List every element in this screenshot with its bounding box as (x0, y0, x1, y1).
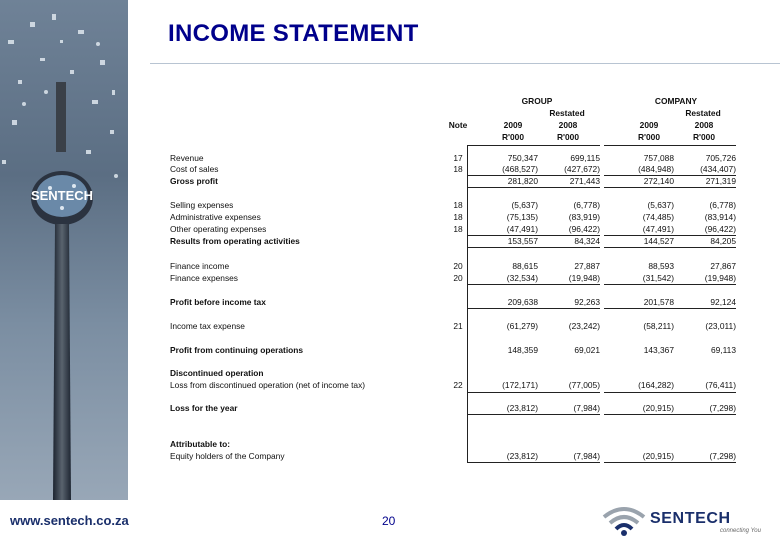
table-rule (604, 284, 674, 285)
table-row (168, 297, 746, 308)
table-rule (468, 145, 538, 146)
page-title: INCOME STATEMENT (168, 20, 419, 47)
page-number: 20 (382, 514, 396, 528)
row-value: 148,359 (507, 345, 538, 355)
row-label: Finance income (170, 261, 230, 271)
table-row (168, 439, 746, 450)
row-value: (427,672) (564, 164, 600, 174)
row-value: (6,778) (709, 200, 736, 210)
row-note: 21 (453, 321, 463, 331)
table-rule (530, 414, 600, 415)
row-value: 209,638 (507, 297, 538, 307)
row-note: 18 (453, 212, 463, 222)
table-rule (530, 235, 600, 236)
row-label: Profit before income tax (170, 297, 266, 307)
table-rule (468, 414, 538, 415)
tower-photo (0, 0, 128, 500)
table-rule (604, 145, 674, 146)
row-value: (468,527) (502, 164, 538, 174)
row-value: (96,422) (704, 224, 736, 234)
table-rule (468, 284, 538, 285)
year-heading: 2009 (503, 120, 523, 130)
row-value: (58,211) (643, 321, 674, 331)
table-row (168, 176, 746, 187)
row-note: 20 (453, 273, 463, 283)
header-divider (150, 63, 780, 64)
row-value: (83,914) (704, 212, 736, 222)
table-rule (530, 284, 600, 285)
row-value: (5,637) (647, 200, 674, 210)
table-row (168, 224, 746, 235)
row-value: 705,726 (705, 153, 736, 163)
table-rule (530, 308, 600, 309)
row-value: 143,367 (643, 345, 674, 355)
row-value: (47,491) (642, 224, 674, 234)
row-value: 69,113 (711, 345, 736, 355)
table-rule (468, 247, 538, 248)
row-note: 18 (453, 200, 463, 210)
row-value: 281,820 (507, 176, 538, 186)
row-note: 22 (453, 380, 463, 390)
row-label: Loss for the year (170, 403, 238, 413)
year-heading: 2008 (694, 120, 714, 130)
row-value: (19,948) (704, 273, 736, 283)
table-rule (468, 187, 538, 188)
table-rule (666, 145, 736, 146)
row-value: 144,527 (643, 236, 674, 246)
row-label: Other operating expenses (170, 224, 267, 234)
row-value: 84,205 (710, 236, 736, 246)
table-row (168, 403, 746, 414)
row-label: Results from operating activities (170, 236, 300, 246)
sentech-wifi-logo-icon (598, 503, 650, 537)
row-label: Equity holders of the Company (170, 451, 285, 461)
table-rule (666, 187, 736, 188)
year-heading: 2008 (558, 120, 578, 130)
sentech-logo-text: SENTECH (650, 510, 731, 527)
row-note: 18 (453, 224, 463, 234)
unit-heading: R'000 (556, 132, 579, 142)
table-row (168, 261, 746, 272)
row-value: (74,485) (642, 212, 674, 222)
row-value: (31,542) (642, 273, 674, 283)
table-rule (530, 462, 600, 463)
logo-tagline: connecting You (720, 528, 761, 534)
table-row (168, 212, 746, 223)
row-value: (6,778) (573, 200, 600, 210)
row-value: 272,140 (643, 176, 674, 186)
table-rule (468, 175, 538, 176)
table-rule (666, 175, 736, 176)
table-row (168, 368, 746, 379)
table-row (168, 236, 746, 247)
table-rule (604, 392, 674, 393)
table-rule (604, 414, 674, 415)
row-label: Attributable to: (170, 439, 231, 449)
table-rule (530, 145, 600, 146)
row-value: (19,948) (568, 273, 600, 283)
row-value: 271,319 (705, 176, 736, 186)
table-rule (604, 175, 674, 176)
row-value: (23,011) (705, 321, 736, 331)
row-label: Selling expenses (170, 200, 234, 210)
row-value: 271,443 (569, 176, 600, 186)
row-value: (61,279) (506, 321, 538, 331)
row-value: (5,637) (511, 200, 538, 210)
table-rule (604, 462, 674, 463)
row-value: (7,298) (709, 403, 736, 413)
table-rule (468, 392, 538, 393)
year-heading: 2009 (639, 120, 659, 130)
unit-heading: R'000 (501, 132, 524, 142)
row-value: (20,915) (642, 451, 674, 461)
table-row (168, 164, 746, 175)
table-rule (604, 235, 674, 236)
row-label: Finance expenses (170, 273, 238, 283)
row-label: Discontinued operation (170, 368, 264, 378)
row-note: 17 (453, 153, 463, 163)
table-row (168, 380, 746, 391)
table-row (168, 153, 746, 164)
tower-label: SENTECH (30, 188, 94, 203)
table-rule (530, 392, 600, 393)
row-value: 153,557 (507, 236, 538, 246)
company-heading: COMPANY (654, 96, 698, 106)
row-note: 18 (453, 164, 463, 174)
unit-heading: R'000 (637, 132, 660, 142)
row-label: Profit from continuing operations (170, 345, 304, 355)
row-value: 27,887 (574, 261, 600, 271)
row-value: (172,171) (502, 380, 538, 390)
table-rule (666, 308, 736, 309)
row-value: (23,812) (506, 451, 538, 461)
table-rule (666, 462, 736, 463)
row-value: 757,088 (643, 153, 674, 163)
row-value: (23,812) (506, 403, 538, 413)
row-value: 27,867 (710, 261, 736, 271)
row-value: (434,407) (700, 164, 736, 174)
row-value: 84,324 (574, 236, 600, 246)
row-label: Income tax expense (170, 321, 245, 331)
row-value: (20,915) (642, 403, 674, 413)
row-value: 69,021 (574, 345, 600, 355)
row-value: (164,282) (638, 380, 674, 390)
table-rule (666, 414, 736, 415)
table-rule (468, 462, 538, 463)
table-row (168, 345, 746, 356)
row-label: Revenue (170, 153, 204, 163)
table-rule (604, 187, 674, 188)
table-rule (530, 175, 600, 176)
note-column-divider (467, 145, 468, 463)
table-row (168, 200, 746, 211)
table-rule (666, 235, 736, 236)
row-label: Loss from discontinued operation (net of income tax) (170, 380, 366, 390)
row-value: (96,422) (568, 224, 600, 234)
row-value: 201,578 (643, 297, 674, 307)
row-value: (75,135) (506, 212, 538, 222)
unit-heading: R'000 (692, 132, 715, 142)
table-rule (604, 308, 674, 309)
table-row (168, 451, 746, 462)
row-value: (7,984) (573, 403, 600, 413)
footer-url-link[interactable]: www.sentech.co.za (10, 513, 129, 528)
row-value: 88,615 (512, 261, 538, 271)
row-value: 750,347 (507, 153, 538, 163)
row-value: 88,593 (648, 261, 674, 271)
row-label: Gross profit (170, 176, 218, 186)
row-value: 92,263 (574, 297, 600, 307)
table-row (168, 273, 746, 284)
table-rule (604, 247, 674, 248)
table-row (168, 321, 746, 332)
table-rule (530, 187, 600, 188)
row-note: 20 (453, 261, 463, 271)
row-label: Administrative expenses (170, 212, 261, 222)
row-value: 92,124 (710, 297, 736, 307)
row-value: (484,948) (638, 164, 674, 174)
table-rule (530, 247, 600, 248)
row-value: 699,115 (570, 153, 600, 163)
group-heading: GROUP (521, 96, 553, 106)
row-value: (7,298) (709, 451, 736, 461)
row-label: Cost of sales (170, 164, 219, 174)
row-value: (76,411) (705, 380, 736, 390)
table-rule (666, 392, 736, 393)
table-rule (468, 235, 538, 236)
note-heading: Note (448, 120, 468, 130)
row-value: (7,984) (573, 451, 600, 461)
row-value: (23,242) (568, 321, 600, 331)
row-value: (77,005) (568, 380, 600, 390)
company-restated-heading: Restated (685, 108, 721, 118)
table-rule (666, 284, 736, 285)
table-rule (468, 308, 538, 309)
group-restated-heading: Restated (549, 108, 585, 118)
table-rule (666, 247, 736, 248)
row-value: (47,491) (506, 224, 538, 234)
row-value: (83,919) (568, 212, 600, 222)
row-value: (32,534) (506, 273, 538, 283)
